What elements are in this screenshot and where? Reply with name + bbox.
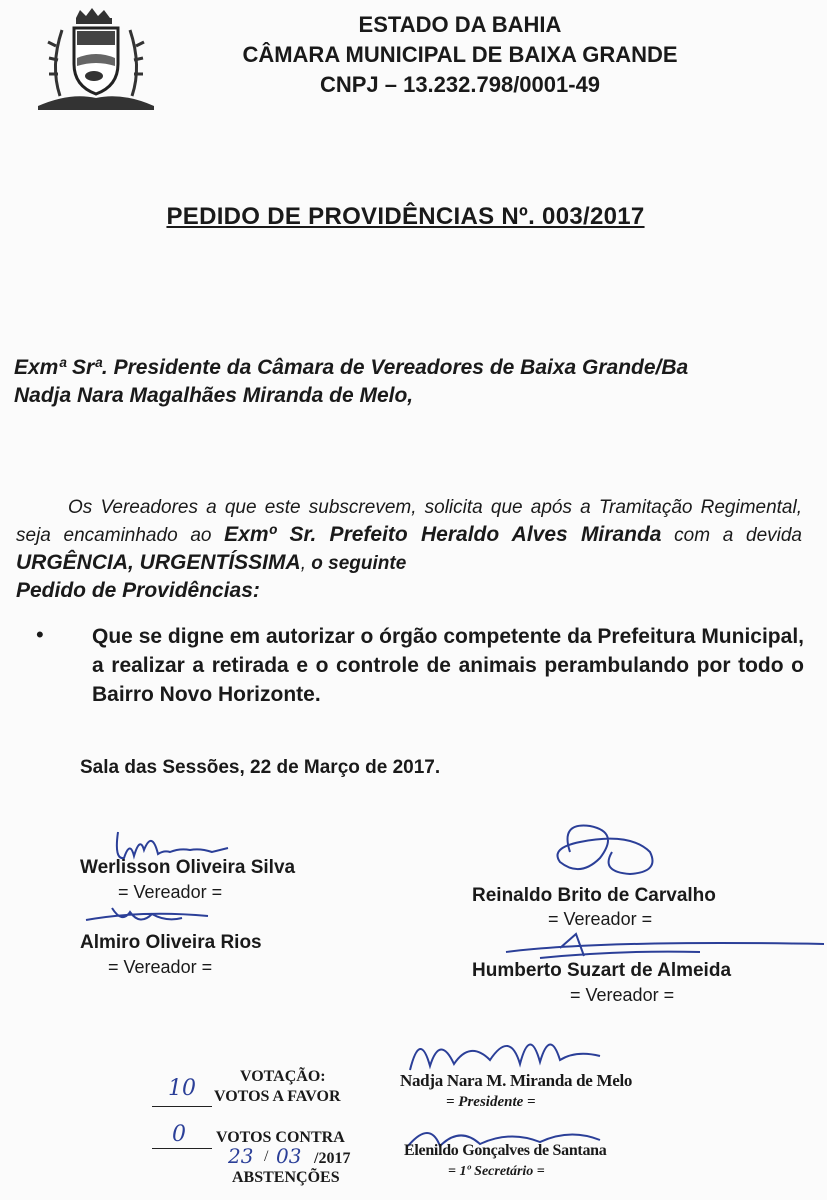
body-mayor: Exmº Sr. Prefeito Heraldo Alves Miranda: [224, 523, 662, 546]
signatory-role: = 1º Secretário =: [448, 1164, 545, 1179]
votes-contra-label: VOTOS CONTRA: [216, 1129, 345, 1146]
vote-date-separator: /: [264, 1148, 269, 1165]
header-state: ESTADO DA BAHIA: [358, 12, 562, 37]
vote-date-month: 03: [276, 1144, 302, 1168]
body-text-4: o seguinte: [311, 553, 407, 574]
body-text-1: Os Vereadores a que este subscrevem, solicita que após a Tramitação Regimental, seja encaminhado ao: [16, 497, 802, 546]
signatory-name: Reinaldo Brito de Carvalho: [472, 885, 716, 906]
header-chamber: CÂMARA MUNICIPAL DE BAIXA GRANDE: [242, 42, 678, 67]
vote-date-year: /2017: [314, 1150, 351, 1167]
signatory-role: = Vereador =: [570, 985, 675, 1005]
body-paragraph: [16, 494, 802, 605]
signature-almiro: [82, 900, 212, 934]
signatory-name: Werlisson Oliveira Silva: [80, 857, 296, 878]
signatory-role: = Presidente =: [446, 1094, 536, 1110]
signatory-name: Nadja Nara M. Miranda de Melo: [400, 1071, 633, 1090]
coat-of-arms-icon: [30, 6, 162, 110]
signatory-name: Humberto Suzart de Almeida: [472, 960, 732, 981]
request-item: Que se digne em autorizar o órgão competente da Prefeitura Municipal, a realizar a retirada e o controle de animais perambulando por todo o Bairro Novo Horizonte.: [92, 625, 804, 706]
votes-favor-count: 10: [168, 1076, 196, 1101]
body-text-2: com a devida: [661, 525, 802, 546]
signatory-name: Almiro Oliveira Rios: [80, 932, 262, 953]
votes-favor-line: [152, 1106, 212, 1107]
body-text-3: ,: [300, 553, 312, 574]
addressee-line-2: Nadja Nara Magalhães Miranda de Melo,: [14, 384, 414, 407]
votes-contra-count: 0: [172, 1122, 186, 1147]
addressee-line-1: Exmª Srª. Presidente da Câmara de Vereadores de Baixa Grande/Ba: [14, 356, 689, 379]
vote-date-day: 23: [228, 1144, 254, 1168]
signatory-role: = Vereador =: [108, 957, 213, 977]
votes-favor-label: VOTOS A FAVOR: [214, 1088, 341, 1105]
session-line: Sala das Sessões, 22 de Março de 2017.: [80, 757, 441, 778]
body-request-heading: Pedido de Providências:: [16, 579, 260, 602]
signature-reinaldo: [540, 812, 670, 892]
body-urgency: URGÊNCIA, URGENTÍSSIMA: [16, 551, 301, 574]
signatory-role: = Vereador =: [548, 909, 653, 929]
abstentions-label: ABSTENÇÕES: [232, 1169, 340, 1186]
signatory-name: Elenildo Gonçalves de Santana: [404, 1142, 607, 1159]
signatory-role: = Vereador =: [118, 882, 223, 902]
votes-contra-line: [152, 1148, 212, 1149]
voting-title: VOTAÇÃO:: [240, 1068, 326, 1085]
bullet-icon: •: [36, 622, 44, 647]
document-title: PEDIDO DE PROVIDÊNCIAS Nº. 003/2017: [166, 203, 645, 230]
header-cnpj: CNPJ – 13.232.798/0001-49: [319, 72, 601, 97]
